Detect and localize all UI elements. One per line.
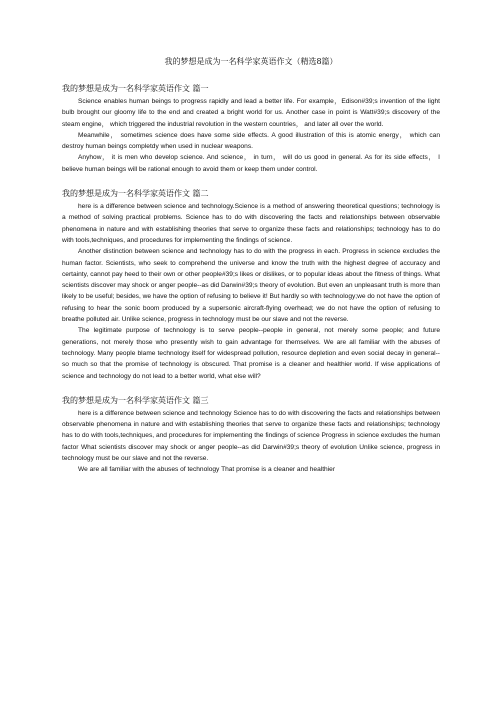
document-page bbox=[62, 56, 440, 489]
essay-section-2 bbox=[62, 188, 440, 382]
essay-section-1 bbox=[62, 83, 440, 175]
paragraph: Anyhow， it is men who develop science. And science， in turn， will do us good in general. As for its side effects， I believe human beings will be rational enough to avoid them or keep them under control. bbox=[62, 154, 440, 173]
section-heading: 我的梦想是成为一名科学家英语作文 篇一 bbox=[62, 84, 209, 93]
paragraph: Meanwhile， sometimes science does have some side effects. A good illustration of this is atomic energy， which can destroy human beings completdy when used in nuclear weapons. bbox=[62, 131, 440, 151]
paragraph: We are all familiar with the abuses of technology That promise is a cleaner and healthier bbox=[78, 466, 336, 474]
paragraph: Science enables human beings to progress rapidly and lead a better life. For example，Edison#39;s invention of the light bulb brought our gloomy life to the end and created a bright world for us. Another case in point is Watt#39;s discovery of the steam engine， which triggered the industrial revolution in the western countries， and later all over the world. bbox=[62, 98, 440, 128]
paragraph: Another distinction between science and technology has to do with the progress in each. Progress in science excludes the human factor. Scientists, who seek to comprehend the universe and know the truth with the highest degree of accuracy and certainty, cannot pay heed to their own or other people#39;s likes or dislikes, or to popular ideas about the fitness of things. What scientists discover may shock or anger people--as did Darwin#39;s theory of evolution. But even an unpleasant truth is more than likely to be useful; besides, we have the option of refusing to believe it! But hardly so with technology;we do not have the option of refusing to hear the sonic boom produced by a supersonic aircraft-flying overhead; we do not have the option of refusing to breathe polluted air. Unlike science, progress in technology must be our slave and not the reverse. bbox=[62, 248, 440, 324]
section-heading: 我的梦想是成为一名科学家英语作文 篇三 bbox=[62, 395, 209, 405]
section-heading: 我的梦想是成为一名科学家英语作文 篇二 bbox=[62, 189, 209, 199]
essay-section-3 bbox=[62, 395, 440, 476]
paragraph: The legitimate purpose of technology is to serve people--people in general, not merely some people; and future generations, not merely those who presently wish to gain advantage for themselves. We are all familiar with the abuses of technology. Many people blame technology itself for widespread pollution, resource depletion and even social decay in general--so much so that the promise of technology is obscured. That promise is a cleaner and healthier world. If wise applications of science and technology do not lead to a better world, what else will? bbox=[62, 327, 440, 380]
document-title: 我的梦想是成为一名科学家英语作文（精选8篇） bbox=[164, 57, 338, 66]
paragraph: here is a difference between science and technology Science has to do with discovering the facts and relationships between observable phenomena in nature and with establishing theories that serve to organize these facts and relationships; technology has to do with tools,techniques, and procedures for implementing the findings of science Progress in science excludes the human factor What scientists discover may shock or anger people--as did Darwin#39;s theory of evolution Unlike science, progress in technology must be our slave and not the reverse. bbox=[62, 409, 440, 463]
paragraph: here is a difference between science and technology.Science is a method of answering theoretical questions; technology is a method of solving practical problems. Science has to do with discovering the facts and relationships between observable phenomena in nature and with establishing theories that serve to organize these facts and relationships; technology has to do with tools,techniques, and procedures for implementing the findings of science. bbox=[62, 203, 440, 244]
